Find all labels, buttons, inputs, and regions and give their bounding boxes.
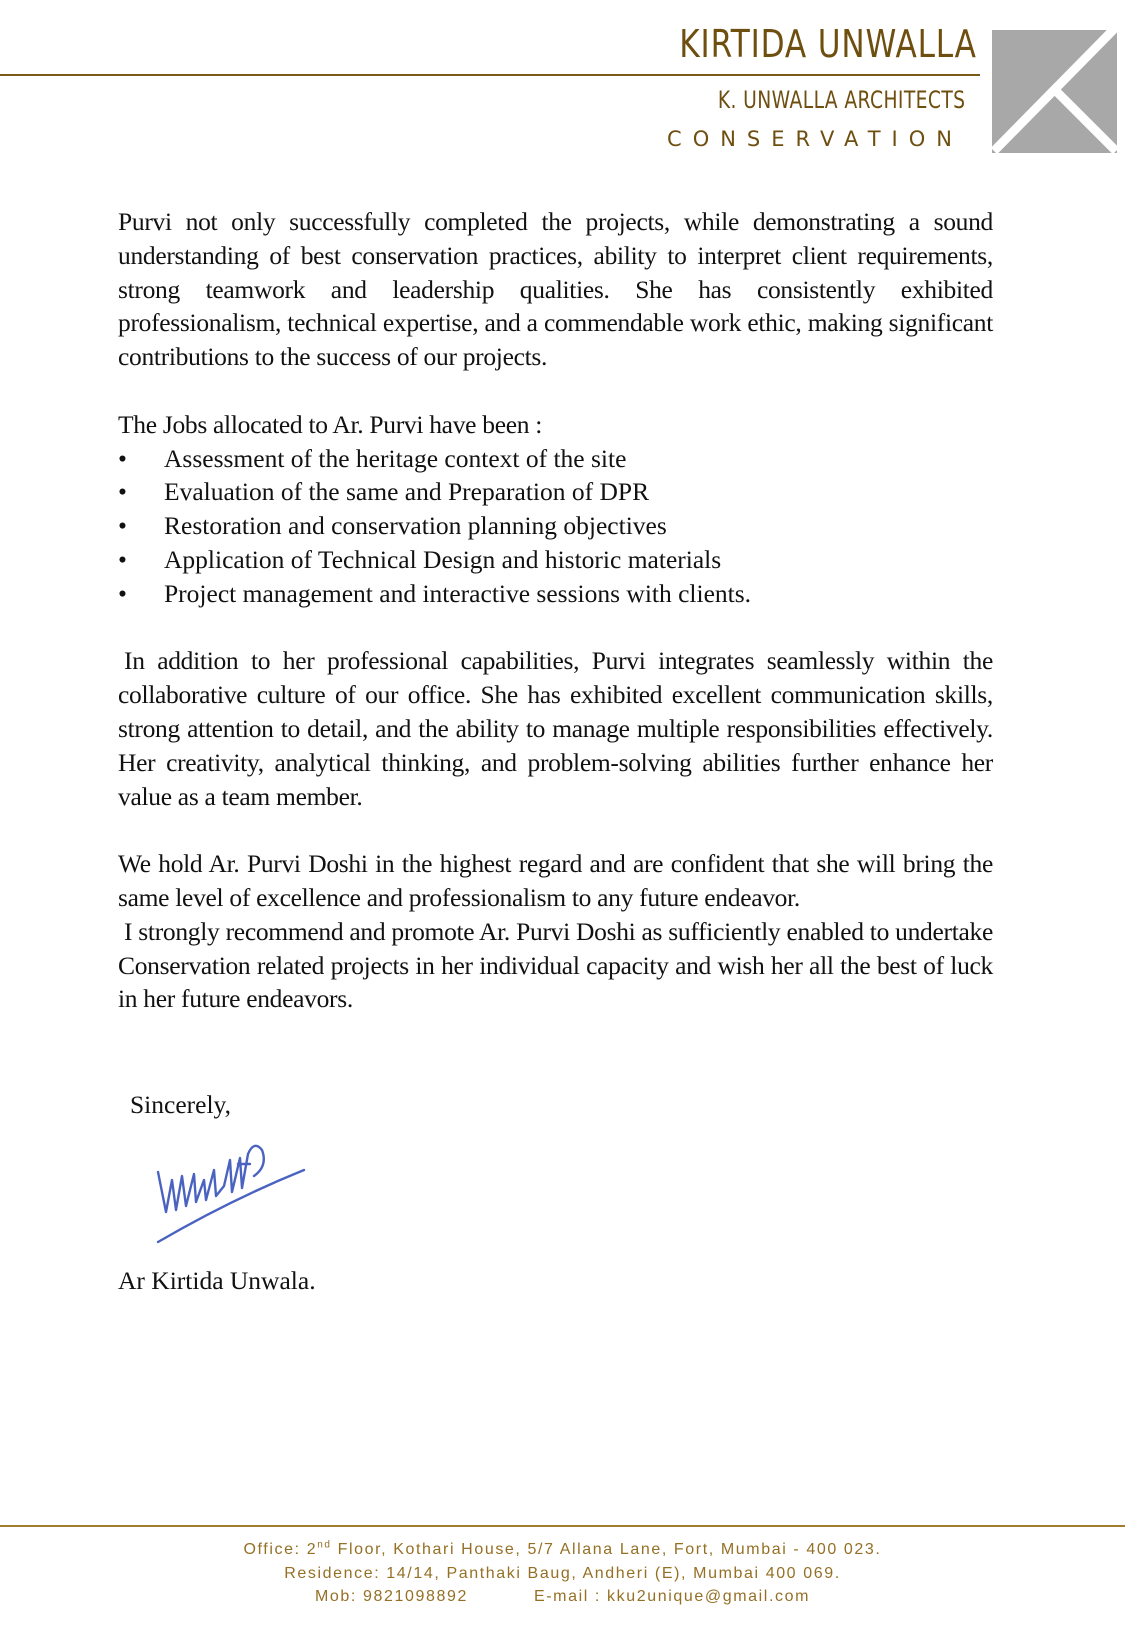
salutation: Sincerely, bbox=[130, 1090, 232, 1119]
list-item: • Assessment of the heritage context of the site bbox=[118, 442, 993, 476]
list-item: • Application of Technical Design and historic materials bbox=[118, 543, 993, 577]
bullet-icon: • bbox=[118, 544, 127, 574]
brand-tagline: CONSERVATION bbox=[667, 127, 963, 151]
footer-contact bbox=[0, 1538, 1125, 1609]
paragraph-capabilities: In addition to her professional capabilities, Purvi integrates seamlessly within the collaborative culture of our office. She has exhibited excellent communication skills, strong attention to detail, and the ability to manage multiple responsibilities effectively. Her creativity, analytical thinking, and problem-solving abilities further enhance her value as a team member. bbox=[118, 646, 993, 811]
paragraph-recommendation: I strongly recommend and promote Ar. Purvi Doshi as sufficiently enabled to undertake Conservation related projects in her individual capacity and wish her all the best of luck in her future endeavors. bbox=[118, 916, 993, 1014]
handwritten-signature-icon bbox=[150, 1130, 320, 1250]
list-item: • Restoration and conservation planning objectives bbox=[118, 509, 993, 543]
footer-rule bbox=[0, 1525, 1125, 1527]
list-item: • Project management and interactive sessions with clients. bbox=[118, 577, 993, 611]
header-rule bbox=[0, 74, 980, 76]
bullet-icon: • bbox=[118, 578, 127, 608]
brand-name: KIRTIDA UNWALLA bbox=[679, 22, 977, 66]
paragraph-regard: We hold Ar. Purvi Doshi in the highest regard and are confident that she will bring the same level of excellence and professionalism to any future endeavor. bbox=[118, 849, 993, 912]
k-monogram-square-icon bbox=[992, 27, 1117, 153]
signer-name: Ar Kirtida Unwala. bbox=[118, 1266, 316, 1295]
letter-body bbox=[118, 205, 993, 1016]
residence-address: Residence: 14/14, Panthaki Baug, Andheri (E), Mumbai 400 069. bbox=[284, 1564, 841, 1582]
bullet-icon: • bbox=[118, 477, 127, 507]
office-address: Office: 2nd Floor, Kothari House, 5/7 Allana Lane, Fort, Mumbai - 400 023. bbox=[243, 1539, 882, 1558]
mobile-number: Mob: 9821098892 bbox=[314, 1588, 468, 1605]
jobs-list bbox=[118, 442, 993, 611]
brand-subtitle: K. UNWALLA ARCHITECTS bbox=[717, 86, 965, 114]
contact-line bbox=[0, 1585, 1125, 1609]
paragraph-performance: Purvi not only successfully completed the projects, while demonstrating a sound understanding of best conservation practices, ability to interpret client requirements, strong teamwork and leadership qualities. She has consistently exhibited professionalism, technical expertise, and a commendable work ethic, making significant contributions to the success of our projects. bbox=[118, 207, 993, 372]
bullet-icon: • bbox=[118, 511, 127, 541]
email-address[interactable]: E-mail : kku2unique@gmail.com bbox=[533, 1588, 811, 1605]
jobs-intro: The Jobs allocated to Ar. Purvi have been : bbox=[118, 409, 543, 439]
bullet-icon: • bbox=[118, 443, 127, 473]
list-item: • Evaluation of the same and Preparation of DPR bbox=[118, 475, 993, 509]
